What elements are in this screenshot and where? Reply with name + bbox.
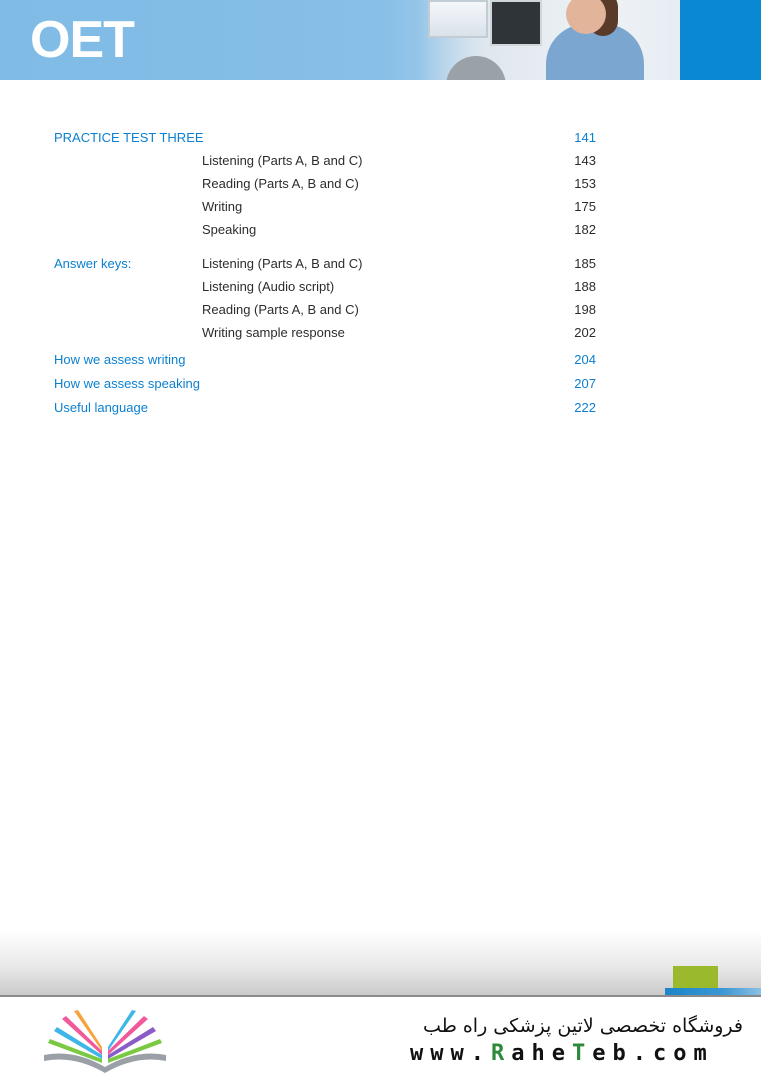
toc-entry: Writing bbox=[202, 199, 243, 214]
toc-heading: How we assess writing bbox=[54, 352, 186, 367]
store-url[interactable] bbox=[410, 1041, 714, 1066]
toc-entry: Speaking bbox=[202, 222, 257, 237]
toc-page-number: 141 bbox=[574, 130, 596, 145]
toc-heading: Useful language bbox=[54, 400, 148, 415]
toc-row-how-we-assess-writing bbox=[0, 350, 761, 372]
toc-row bbox=[0, 220, 761, 242]
url-prefix: www. bbox=[410, 1041, 491, 1066]
toc-page-number: 153 bbox=[574, 176, 596, 191]
toc-page-number: 175 bbox=[574, 199, 596, 214]
persian-store-name: فروشگاه تخصصی لاتین پزشکی راه طب bbox=[423, 1015, 743, 1037]
photo-window bbox=[428, 0, 488, 38]
header-banner bbox=[0, 0, 761, 80]
toc-entry: Listening (Parts A, B and C) bbox=[202, 256, 363, 271]
url-mid: ahe bbox=[511, 1041, 572, 1066]
header-blue-block bbox=[680, 0, 761, 80]
toc-row bbox=[0, 174, 761, 196]
toc-page-number: 182 bbox=[574, 222, 596, 237]
toc-entry: Reading (Parts A, B and C) bbox=[202, 302, 359, 317]
toc-entry: Listening (Parts A, B and C) bbox=[202, 153, 363, 168]
footer-advert bbox=[0, 997, 761, 1080]
toc-entry: Writing sample response bbox=[202, 325, 345, 340]
header-photo bbox=[418, 0, 680, 80]
toc-page-number: 204 bbox=[574, 352, 596, 367]
toc-row-answer-keys bbox=[0, 254, 761, 276]
open-book-icon bbox=[40, 1009, 170, 1075]
toc-entry: Reading (Parts A, B and C) bbox=[202, 176, 359, 191]
toc-page-number: 198 bbox=[574, 302, 596, 317]
toc-page-number: 207 bbox=[574, 376, 596, 391]
toc-page-number: 188 bbox=[574, 279, 596, 294]
toc-row-useful-language bbox=[0, 398, 761, 420]
url-letter-t: T bbox=[571, 1041, 593, 1066]
toc-row bbox=[0, 300, 761, 322]
toc-page-number: 185 bbox=[574, 256, 596, 271]
toc-page-number: 143 bbox=[574, 153, 596, 168]
toc-row bbox=[0, 197, 761, 219]
toc-heading: How we assess speaking bbox=[54, 376, 200, 391]
footer-shadow bbox=[0, 930, 761, 996]
photo-monitor bbox=[490, 0, 542, 46]
oet-logo: OET bbox=[30, 11, 134, 69]
toc-row-practice-test-three bbox=[0, 128, 761, 150]
toc-heading: Answer keys: bbox=[54, 256, 132, 271]
toc-page-number: 222 bbox=[574, 400, 596, 415]
toc-row bbox=[0, 277, 761, 299]
toc-entry: Listening (Audio script) bbox=[202, 279, 335, 294]
photo-patient bbox=[446, 56, 506, 80]
toc-row-how-we-assess-speaking bbox=[0, 374, 761, 396]
url-letter-r: R bbox=[490, 1041, 512, 1066]
toc-row bbox=[0, 323, 761, 345]
url-suffix: eb.com bbox=[592, 1041, 714, 1066]
toc-heading: PRACTICE TEST THREE bbox=[54, 130, 204, 145]
toc-page-number: 202 bbox=[574, 325, 596, 340]
toc-row bbox=[0, 151, 761, 173]
